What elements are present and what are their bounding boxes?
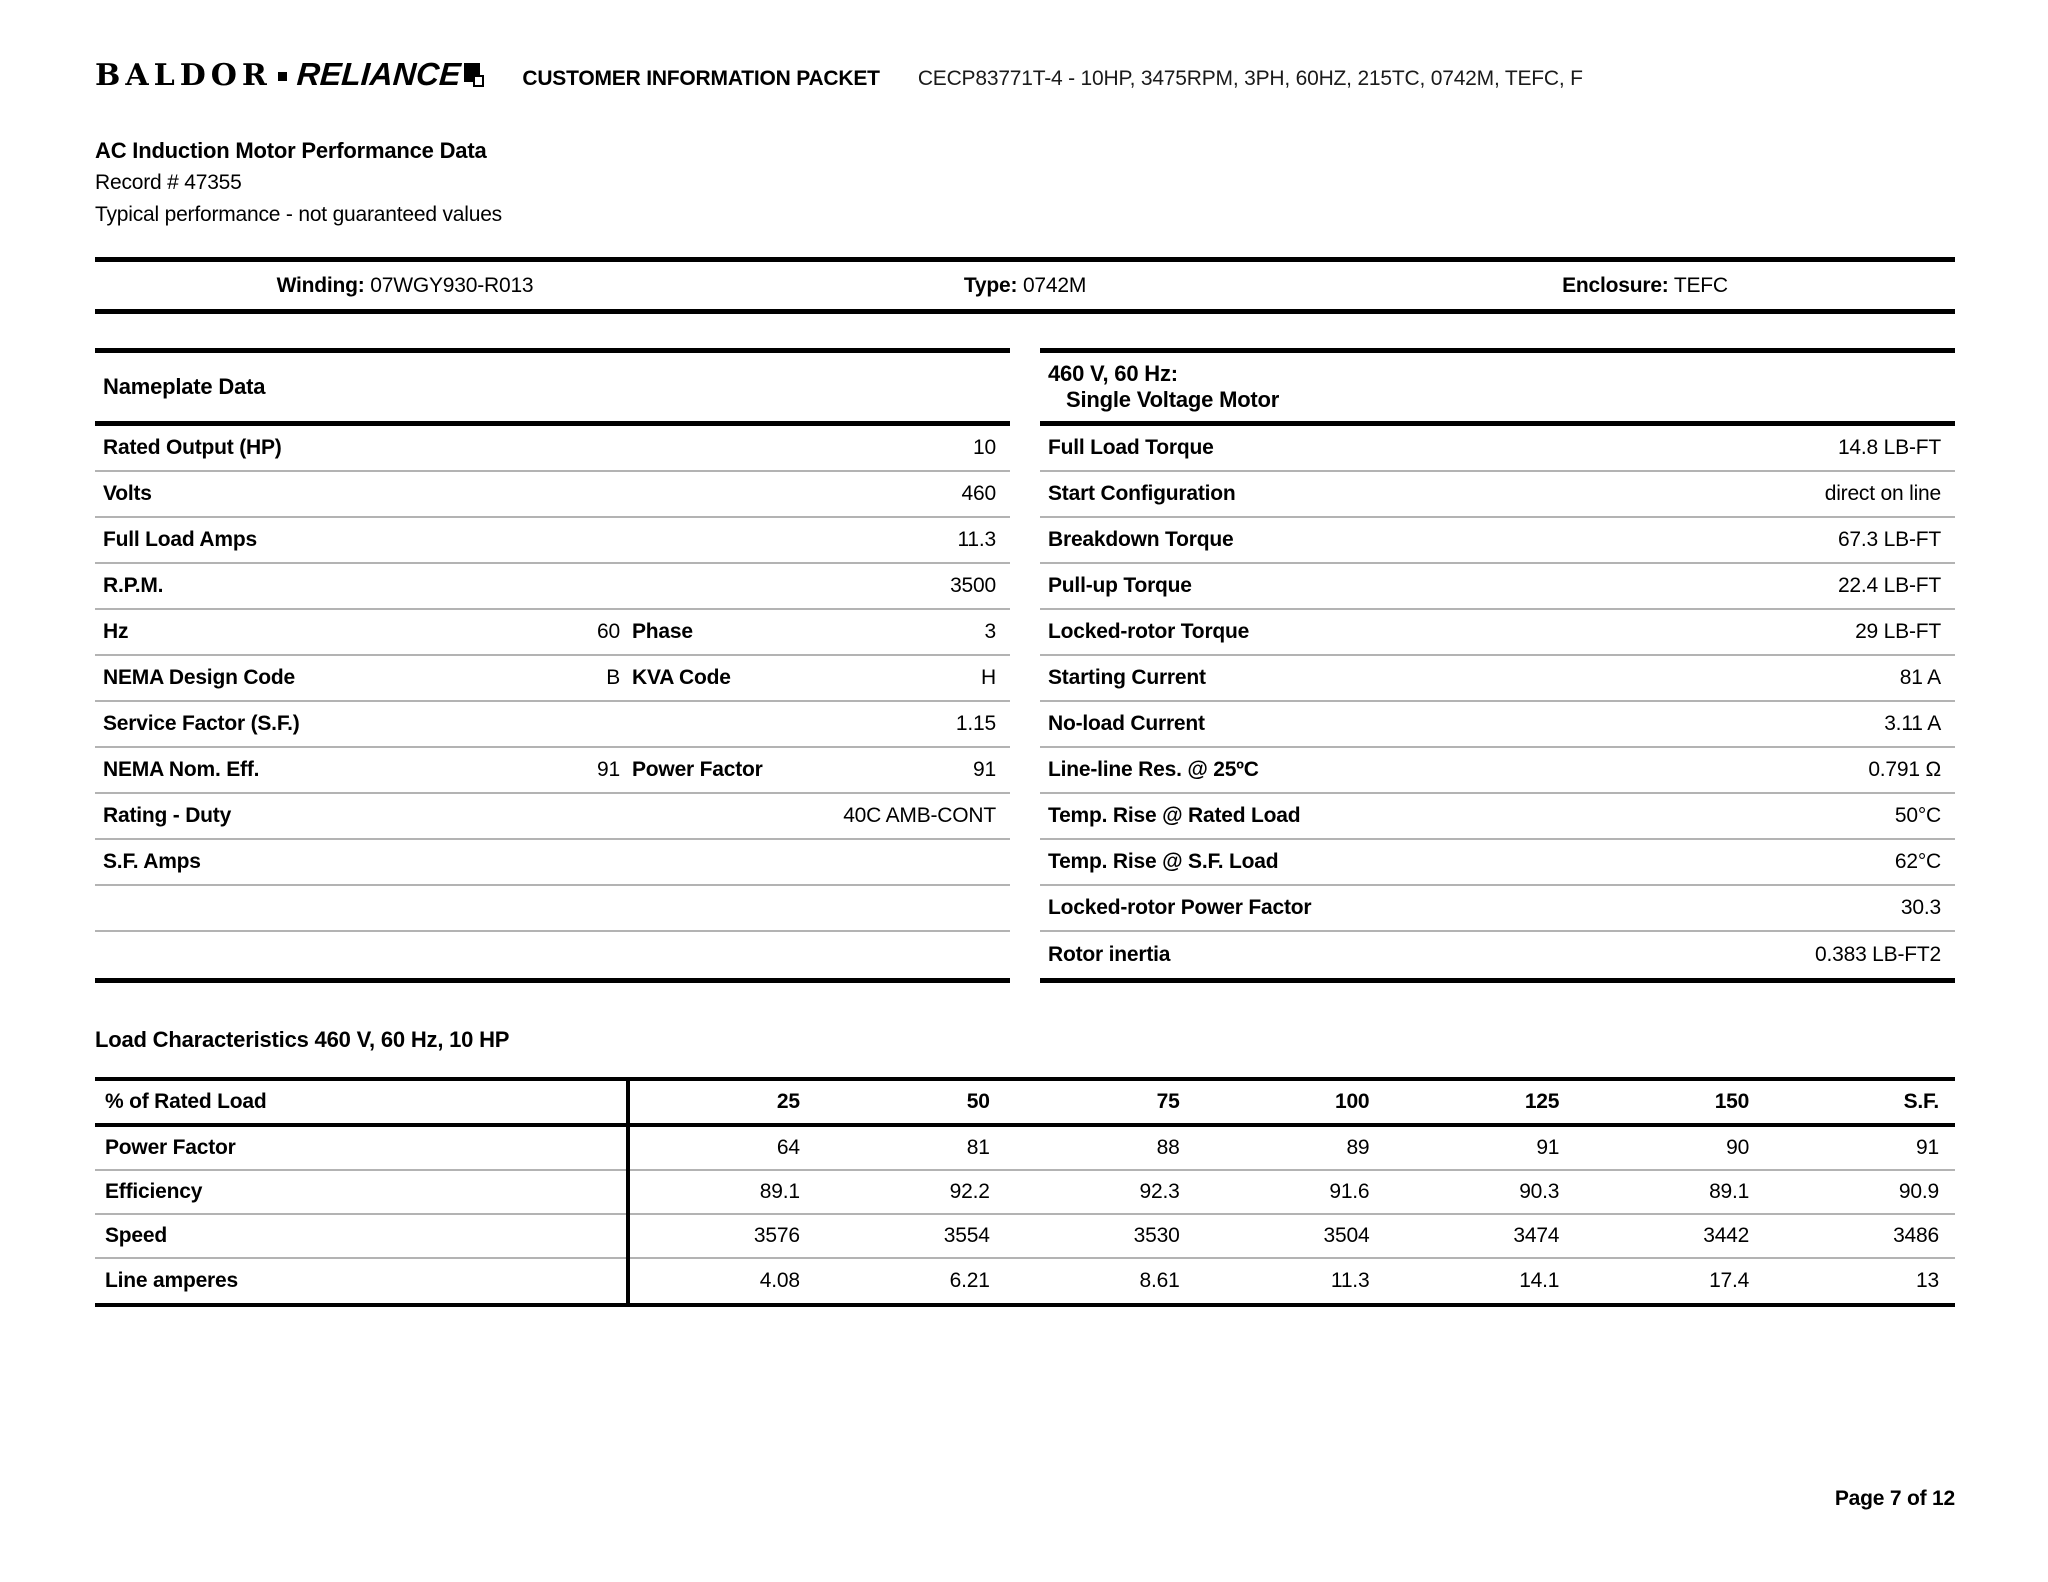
cell-value: 89 bbox=[1346, 1136, 1370, 1159]
table-row bbox=[1040, 564, 1955, 610]
table-header-row bbox=[95, 1081, 1955, 1127]
table-row bbox=[1040, 748, 1955, 794]
table-row bbox=[1040, 886, 1955, 932]
table-row bbox=[95, 840, 1010, 886]
table-row bbox=[95, 518, 1010, 564]
cell-value: 6.21 bbox=[949, 1269, 990, 1292]
row-label: Line amperes bbox=[105, 1269, 238, 1292]
cell-value: 3554 bbox=[943, 1224, 990, 1247]
table-row bbox=[1040, 840, 1955, 886]
table-row bbox=[1040, 702, 1955, 748]
row-label: Efficiency bbox=[105, 1180, 203, 1203]
table-row bbox=[95, 656, 1010, 702]
row-label: Line-line Res. @ 25ºC bbox=[1048, 758, 1259, 781]
cell-value: 90 bbox=[1726, 1136, 1750, 1159]
row-mid-value: 91 bbox=[597, 758, 620, 781]
row-label: Speed bbox=[105, 1224, 168, 1247]
cell-value: 17.4 bbox=[1709, 1269, 1750, 1292]
row-label: Temp. Rise @ S.F. Load bbox=[1048, 850, 1279, 873]
cell-value: 88 bbox=[1156, 1136, 1180, 1159]
cell-value: 3504 bbox=[1323, 1224, 1370, 1247]
cell-value: 89.1 bbox=[759, 1180, 800, 1203]
column-header: % of Rated Load bbox=[105, 1090, 267, 1113]
row-value: 50°C bbox=[1894, 804, 1941, 827]
cell-value: 4.08 bbox=[759, 1269, 800, 1292]
row-label: Pull-up Torque bbox=[1048, 574, 1192, 597]
performance-note: Typical performance - not guaranteed values bbox=[95, 203, 502, 226]
nameplate-title: Nameplate Data bbox=[103, 374, 266, 399]
row-mid-value: 60 bbox=[597, 620, 620, 643]
row-mid-label: Phase bbox=[632, 620, 693, 643]
type-cell bbox=[964, 274, 1086, 298]
table-row bbox=[95, 564, 1010, 610]
winding-cell bbox=[277, 274, 534, 298]
reliance-logo-mark-icon bbox=[464, 63, 484, 93]
row-label: No-load Current bbox=[1048, 712, 1205, 735]
column-header: 75 bbox=[1156, 1090, 1180, 1113]
column-header: 125 bbox=[1524, 1090, 1560, 1113]
row-label: Full Load Torque bbox=[1048, 436, 1214, 459]
row-value: 40C AMB-CONT bbox=[843, 804, 996, 827]
voltage-title-line1: 460 V, 60 Hz: bbox=[1048, 361, 1178, 386]
logo-dot-separator bbox=[278, 72, 287, 81]
cell-value: 91.6 bbox=[1329, 1180, 1370, 1203]
row-label: Locked-rotor Torque bbox=[1048, 620, 1250, 643]
voltage-header bbox=[1040, 353, 1955, 426]
baldor-wordmark: BALDOR bbox=[95, 58, 272, 93]
load-characteristics-title: Load Characteristics 460 V, 60 Hz, 10 HP bbox=[95, 1027, 510, 1052]
cell-value: 91 bbox=[1916, 1136, 1939, 1159]
table-row bbox=[95, 1259, 1955, 1303]
column-header: 150 bbox=[1714, 1090, 1750, 1113]
row-label: Volts bbox=[103, 482, 152, 505]
row-value: 3 bbox=[984, 620, 996, 643]
row-mid-value: B bbox=[606, 666, 620, 689]
row-label: Rating - Duty bbox=[103, 804, 232, 827]
column-header: 50 bbox=[966, 1090, 990, 1113]
row-value: 0.791 Ω bbox=[1868, 758, 1941, 781]
title-block bbox=[95, 135, 1955, 231]
cell-value: 92.2 bbox=[949, 1180, 990, 1203]
table-row-empty bbox=[95, 886, 1010, 932]
cell-value: 13 bbox=[1916, 1269, 1939, 1292]
row-label: NEMA Design Code bbox=[103, 666, 296, 689]
column-header: S.F. bbox=[1903, 1090, 1939, 1113]
cell-value: 89.1 bbox=[1709, 1180, 1750, 1203]
packet-code: CECP83771T-4 - 10HP, 3475RPM, 3PH, 60HZ, 215TC, 0742M, TEFC, F bbox=[917, 67, 1583, 90]
table-row bbox=[95, 1127, 1955, 1171]
table-row bbox=[1040, 656, 1955, 702]
document-title: AC Induction Motor Performance Data bbox=[95, 138, 487, 163]
row-value: 10 bbox=[973, 436, 996, 459]
row-label: S.F. Amps bbox=[103, 850, 201, 873]
cell-value: 64 bbox=[776, 1136, 800, 1159]
table-row bbox=[1040, 794, 1955, 840]
table-vertical-divider bbox=[626, 1081, 630, 1303]
cell-value: 11.3 bbox=[1330, 1269, 1370, 1292]
row-value: 3.11 A bbox=[1884, 712, 1941, 735]
row-value: 1.15 bbox=[955, 712, 996, 735]
table-row bbox=[95, 794, 1010, 840]
row-label: Rated Output (HP) bbox=[103, 436, 282, 459]
cell-value: 3576 bbox=[753, 1224, 800, 1247]
baldor-reliance-logo bbox=[95, 56, 484, 93]
row-label: Full Load Amps bbox=[103, 528, 257, 551]
row-label: Breakdown Torque bbox=[1048, 528, 1234, 551]
enclosure-cell bbox=[1562, 274, 1728, 298]
table-row bbox=[95, 472, 1010, 518]
voltage-table bbox=[1040, 348, 1955, 983]
table-row bbox=[1040, 932, 1955, 978]
document-header bbox=[95, 56, 1955, 93]
page-number: Page 7 of 12 bbox=[1834, 1487, 1955, 1510]
row-label: Start Configuration bbox=[1048, 482, 1236, 505]
row-value: direct on line bbox=[1824, 482, 1941, 505]
table-row bbox=[95, 1171, 1955, 1215]
row-value: 91 bbox=[973, 758, 996, 781]
winding-value: 07WGY930-R013 bbox=[370, 273, 534, 297]
row-label: Starting Current bbox=[1048, 666, 1206, 689]
voltage-title-line2: Single Voltage Motor bbox=[1066, 387, 1280, 412]
row-label: Service Factor (S.F.) bbox=[103, 712, 300, 735]
page-content bbox=[95, 0, 1955, 1307]
nameplate-table bbox=[95, 348, 1010, 983]
row-value: 62°C bbox=[1894, 850, 1941, 873]
row-value: H bbox=[981, 666, 996, 689]
reliance-wordmark: RELIANCE bbox=[295, 56, 462, 92]
packet-title: CUSTOMER INFORMATION PACKET bbox=[522, 67, 880, 90]
table-row bbox=[95, 426, 1010, 472]
cell-value: 8.61 bbox=[1139, 1269, 1180, 1292]
cell-value: 90.9 bbox=[1898, 1180, 1939, 1203]
row-label: Hz bbox=[103, 620, 129, 643]
row-value: 3500 bbox=[950, 574, 996, 597]
row-value: 11.3 bbox=[957, 528, 996, 551]
enclosure-value: TEFC bbox=[1673, 273, 1728, 297]
row-label: Locked-rotor Power Factor bbox=[1048, 896, 1312, 919]
row-label: NEMA Nom. Eff. bbox=[103, 758, 260, 781]
row-value: 81 A bbox=[1899, 666, 1941, 689]
table-row bbox=[1040, 472, 1955, 518]
row-value: 14.8 LB-FT bbox=[1837, 436, 1941, 459]
table-row-empty bbox=[95, 932, 1010, 978]
cell-value: 3474 bbox=[1513, 1224, 1560, 1247]
cell-value: 81 bbox=[966, 1136, 990, 1159]
table-row bbox=[95, 1215, 1955, 1259]
row-value: 29 LB-FT bbox=[1855, 620, 1941, 643]
winding-label: Winding: bbox=[276, 273, 365, 297]
cell-value: 3486 bbox=[1893, 1224, 1939, 1247]
type-value: 0742M bbox=[1022, 273, 1087, 297]
enclosure-label: Enclosure: bbox=[1562, 273, 1669, 297]
data-tables-row bbox=[95, 348, 1955, 983]
table-row bbox=[95, 610, 1010, 656]
table-row bbox=[1040, 610, 1955, 656]
row-mid-label: Power Factor bbox=[632, 758, 763, 781]
row-value: 460 bbox=[961, 482, 996, 505]
nameplate-header bbox=[95, 353, 1010, 426]
cell-value: 14.1 bbox=[1519, 1269, 1560, 1292]
cell-value: 90.3 bbox=[1519, 1180, 1560, 1203]
row-value: 0.383 LB-FT2 bbox=[1815, 943, 1941, 966]
row-label: R.P.M. bbox=[103, 574, 164, 597]
summary-bar bbox=[95, 257, 1955, 314]
cell-value: 92.3 bbox=[1139, 1180, 1180, 1203]
type-label: Type: bbox=[963, 273, 1018, 297]
cell-value: 91 bbox=[1536, 1136, 1560, 1159]
table-row bbox=[95, 702, 1010, 748]
cell-value: 3442 bbox=[1703, 1224, 1750, 1247]
row-value: 22.4 LB-FT bbox=[1837, 574, 1941, 597]
table-row bbox=[1040, 426, 1955, 472]
record-number: Record # 47355 bbox=[95, 171, 242, 194]
column-header: 100 bbox=[1334, 1090, 1370, 1113]
row-label: Power Factor bbox=[105, 1136, 236, 1159]
row-value: 30.3 bbox=[1900, 896, 1941, 919]
cell-value: 3530 bbox=[1133, 1224, 1180, 1247]
row-label: Temp. Rise @ Rated Load bbox=[1048, 804, 1301, 827]
column-header: 25 bbox=[776, 1090, 800, 1113]
row-mid-label: KVA Code bbox=[632, 666, 731, 689]
load-characteristics-table bbox=[95, 1077, 1955, 1307]
table-row bbox=[95, 748, 1010, 794]
table-row bbox=[1040, 518, 1955, 564]
row-value: 67.3 LB-FT bbox=[1837, 528, 1941, 551]
row-label: Rotor inertia bbox=[1048, 943, 1171, 966]
